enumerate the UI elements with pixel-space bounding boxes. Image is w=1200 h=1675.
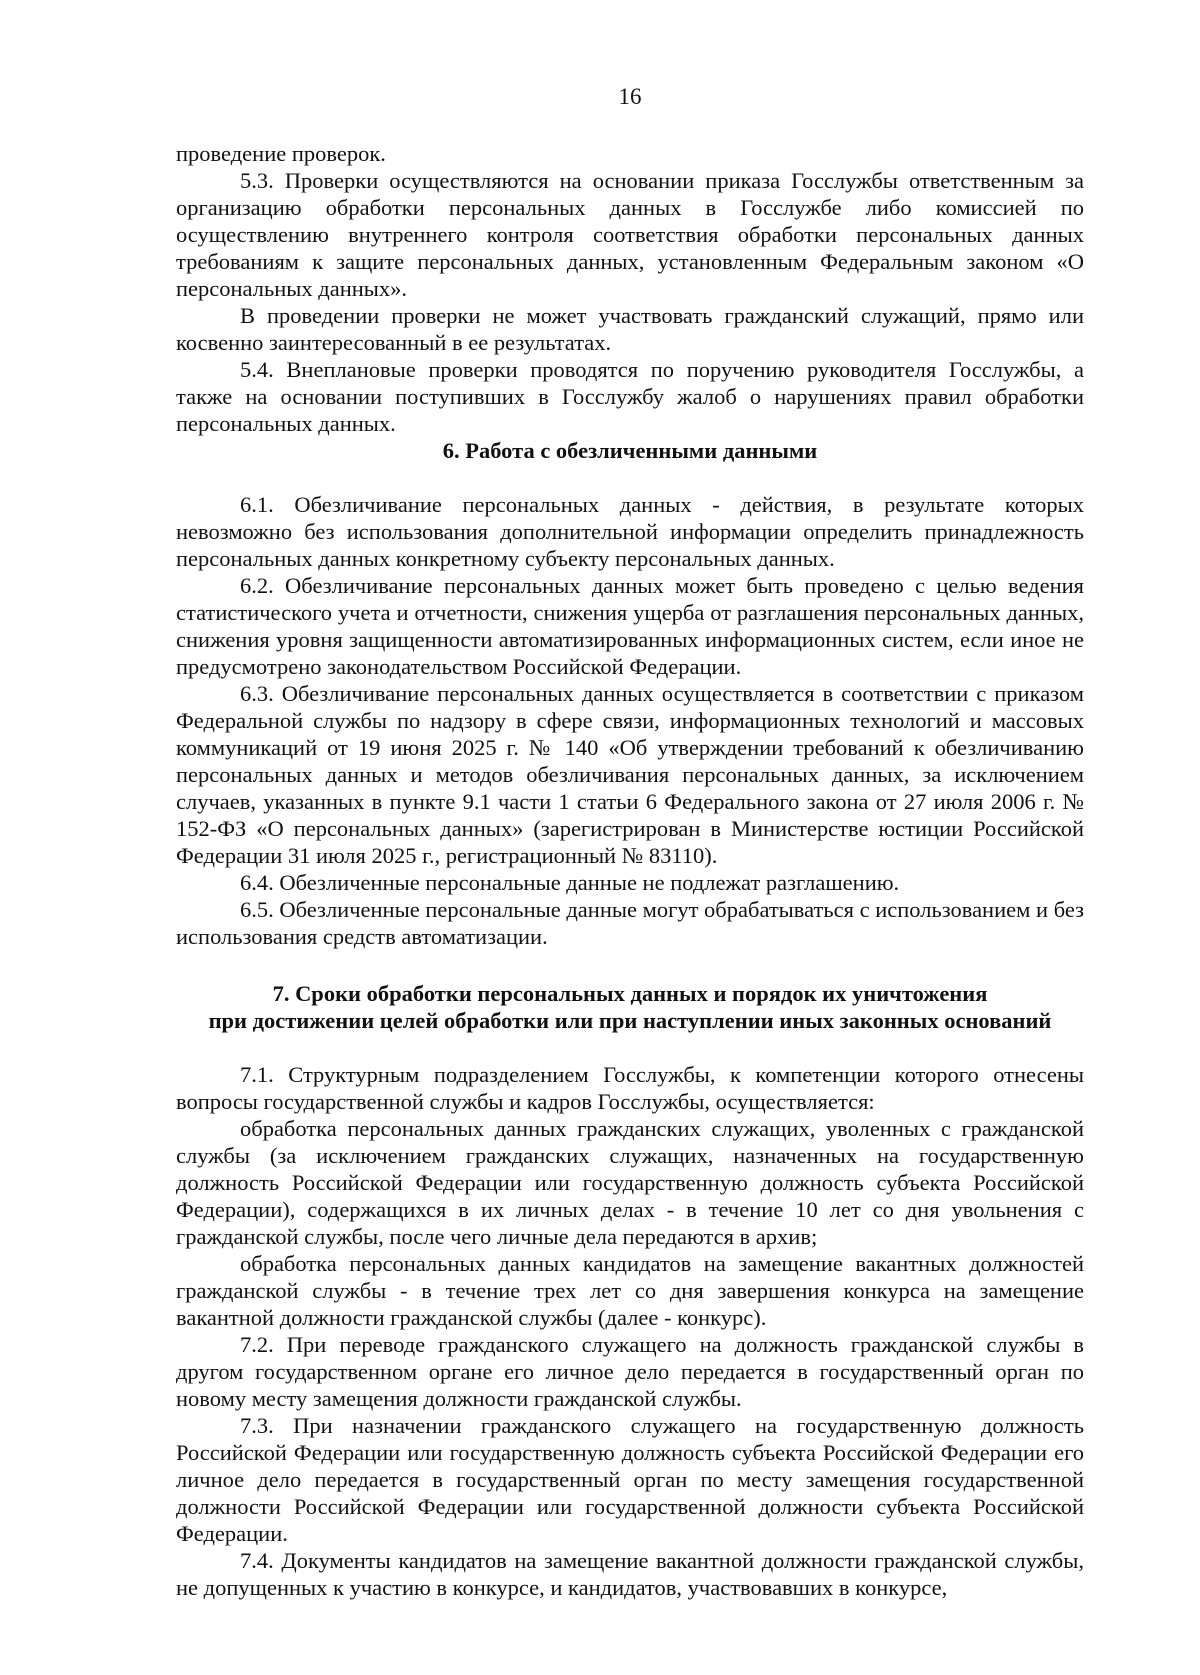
paragraph-7-2: 7.2. При переводе гражданского служащего на должность гражданской службы в другом государственном органе его личное дело передается в государственный орган по новому месту замещения должности гражданской службы. bbox=[176, 1332, 1084, 1411]
paragraph-continuation: проведение проверок. bbox=[176, 141, 386, 166]
paragraph-5-4: 5.4. Внеплановые проверки проводятся по поручению руководителя Госслужбы, а также на основании поступивших в Госслужбу жалоб о нарушениях правил обработки персональных данных. bbox=[176, 357, 1084, 436]
paragraph-7-1: 7.1. Структурным подразделением Госслужбы, к компетенции которого отнесены вопросы государственной службы и кадров Госслужбы, осуществляется: bbox=[176, 1062, 1084, 1114]
paragraph-6-2: 6.2. Обезличивание персональных данных может быть проведено с целью ведения статистического учета и отчетности, снижения ущерба от разглашения персональных данных, снижения уровня защищенности автоматизированных информационных систем, если иное не предусмотрено законодательством Российской Федерации. bbox=[176, 573, 1084, 679]
paragraph-7-3: 7.3. При назначении гражданского служащего на государственную должность Российской Федерации или государственную должность субъекта Российской Федерации его личное дело передается в государственный орган по месту замещения государственной должности Российской Федерации или государственной должности субъекта Российской Федерации. bbox=[176, 1413, 1084, 1546]
paragraph-6-1: 6.1. Обезличивание персональных данных - действия, в результате которых невозможно без использования дополнительной информации определить принадлежность персональных данных конкретному субъекту персональных данных. bbox=[176, 492, 1084, 571]
page-number: 16 bbox=[618, 84, 642, 109]
spacer bbox=[176, 950, 1084, 980]
section-heading-7-line1: 7. Сроки обработки персональных данных и порядок их уничтожения bbox=[272, 981, 988, 1006]
paragraph-5-3-note: В проведении проверки не может участвовать гражданский служащий, прямо или косвенно заинтересованный в ее результатах. bbox=[176, 303, 1084, 355]
spacer bbox=[176, 1034, 1084, 1061]
paragraph-7-1-item-2: обработка персональных данных кандидатов на замещение вакантных должностей гражданской службы - в течение трех лет со дня завершения конкурса на замещение вакантной должности гражданской службы (далее - конкурс). bbox=[176, 1251, 1084, 1330]
paragraph-7-1-item-1: обработка персональных данных гражданских служащих, уволенных с гражданской службы (за исключением гражданских служащих, назначенных на государственную должность Российской Федерации или государственную должность субъекта Российской Федерации), содержащихся в их личных делах - в течение 10 лет со дня увольнения с гражданской службы, после чего личные дела передаются в архив; bbox=[176, 1116, 1084, 1249]
paragraph-5-3: 5.3. Проверки осуществляются на основании приказа Госслужбы ответственным за организацию обработки персональных данных в Госслужбе либо комиссией по осуществлению внутреннего контроля соответствия обработки персональных данных требованиям к защите персональных данных, установленным Федеральным законом «О персональных данных». bbox=[176, 168, 1084, 301]
paragraph-6-4: 6.4. Обезличенные персональные данные не подлежат разглашению. bbox=[240, 870, 900, 895]
paragraph-7-4: 7.4. Документы кандидатов на замещение вакантной должности гражданской службы, не допущенных к участию в конкурсе, и кандидатов, участвовавших в конкурсе, bbox=[176, 1548, 1084, 1600]
paragraph-6-5: 6.5. Обезличенные персональные данные могут обрабатываться с использованием и без использования средств автоматизации. bbox=[176, 897, 1084, 949]
document-body bbox=[176, 140, 1084, 1601]
paragraph-6-3: 6.3. Обезличивание персональных данных осуществляется в соответствии с приказом Федеральной службы по надзору в сфере связи, информационных технологий и массовых коммуникаций от 19 июня 2025 г. № 140 «Об утверждении требований к обезличиванию персональных данных и методов обезличивания персональных данных, за исключением случаев, указанных в пункте 9.1 части 1 статьи 6 Федерального закона от 27 июля 2006 г. № 152-ФЗ «О персональных данных» (зарегистрирован в Министерстве юстиции Российской Федерации 31 июля 2025 г., регистрационный № 83110). bbox=[176, 681, 1084, 868]
spacer bbox=[176, 464, 1084, 491]
section-heading-7-line2: при достижении целей обработки или при наступлении иных законных оснований bbox=[208, 1008, 1052, 1033]
section-heading-6: 6. Работа с обезличенными данными bbox=[442, 438, 818, 463]
